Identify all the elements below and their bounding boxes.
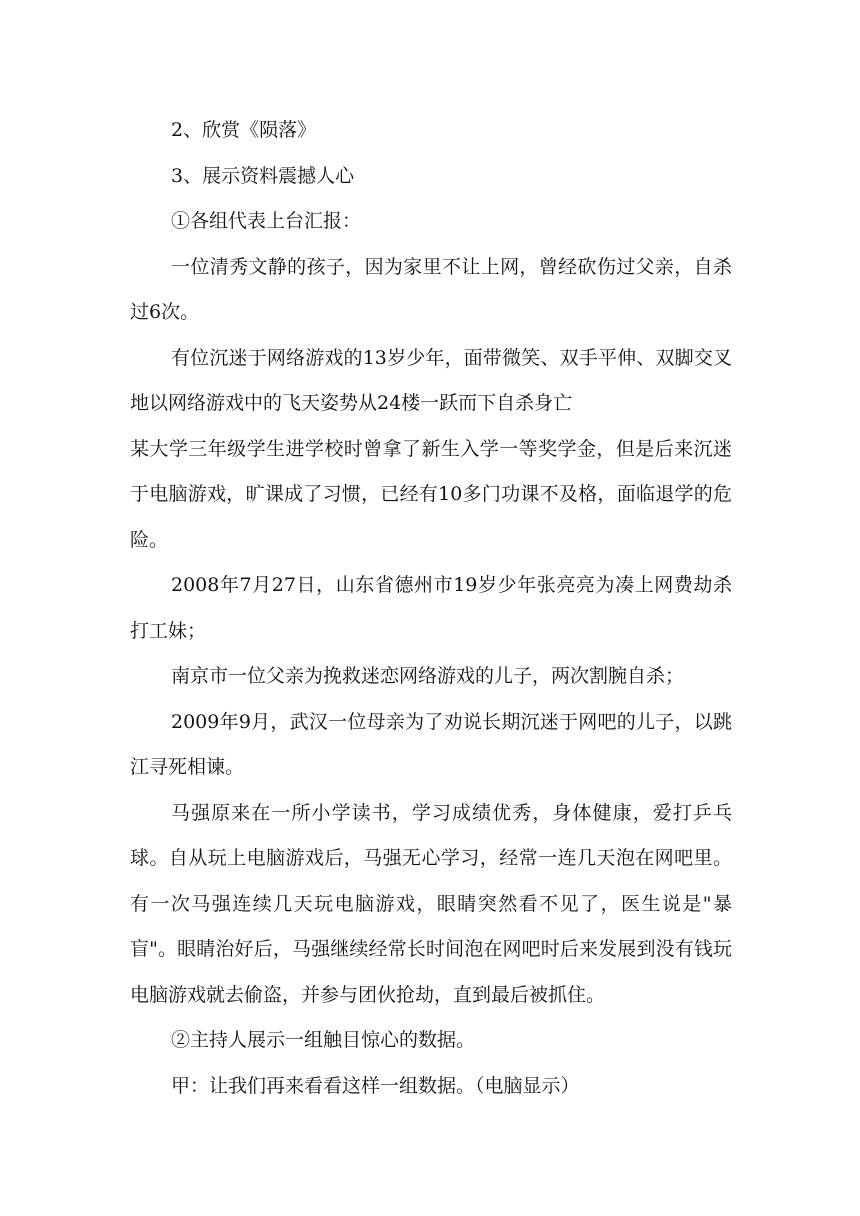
paragraph-case-3: 某大学三年级学生进学校时曾拿了新生入学一等奖学金，但是后来沉迷于电脑游戏，旷课成了习惯，已经有10多门功课不及格，面临退学的危险。: [130, 437, 732, 551]
paragraph-host-speech: 甲：让我们再来看看这样一组数据。（电脑显示）: [171, 1074, 580, 1097]
paragraph-case-2: 有位沉迷于网络游戏的13岁少年，面带微笑、双手平伸、双脚交叉地以网络游戏中的飞天姿势从24楼一跃而下自杀身亡: [130, 346, 732, 414]
paragraph-case-ma-qiang: 马强原来在一所小学读书，学习成绩优秀，身体健康，爱打乒乓球。自从玩上电脑游戏后，马强无心学习，经常一连几天泡在网吧里。有一次马强连续几天玩电脑游戏，眼睛突然看不见了，医生说是"暴盲"。眼睛治好后，马强继续经常长时间泡在网吧时后来发展到没有钱玩电脑游戏就去偷盗，并参与团伙抢劫，直到最后被抓住。: [130, 801, 732, 1006]
paragraph-group-report-title: ①各组代表上台汇报：: [171, 210, 362, 232]
paragraph-show-materials-title: 3、展示资料震撼人心: [171, 164, 355, 187]
paragraph-case-6: 2009年9月，武汉一位母亲为了劝说长期沉迷于网吧的儿子，以跳江寻死相谏。: [130, 710, 732, 778]
paragraph-case-4: 2008年7月27日，山东省德州市19岁少年张亮亮为凑上网费劫杀打工妹；: [130, 574, 732, 642]
paragraph-appreciate-title: 2、欣赏《陨落》: [171, 119, 317, 141]
paragraph-host-data-title: ②主持人展示一组触目惊心的数据。: [171, 1029, 476, 1051]
paragraph-case-1: 一位清秀文静的孩子，因为家里不让上网，曾经砍伤过父亲，自杀过6次。: [130, 255, 732, 323]
paragraph-case-5: 南京市一位父亲为挽救迷恋网络游戏的儿子，两次割腕自杀；: [171, 665, 685, 687]
document-body: [130, 108, 732, 1109]
